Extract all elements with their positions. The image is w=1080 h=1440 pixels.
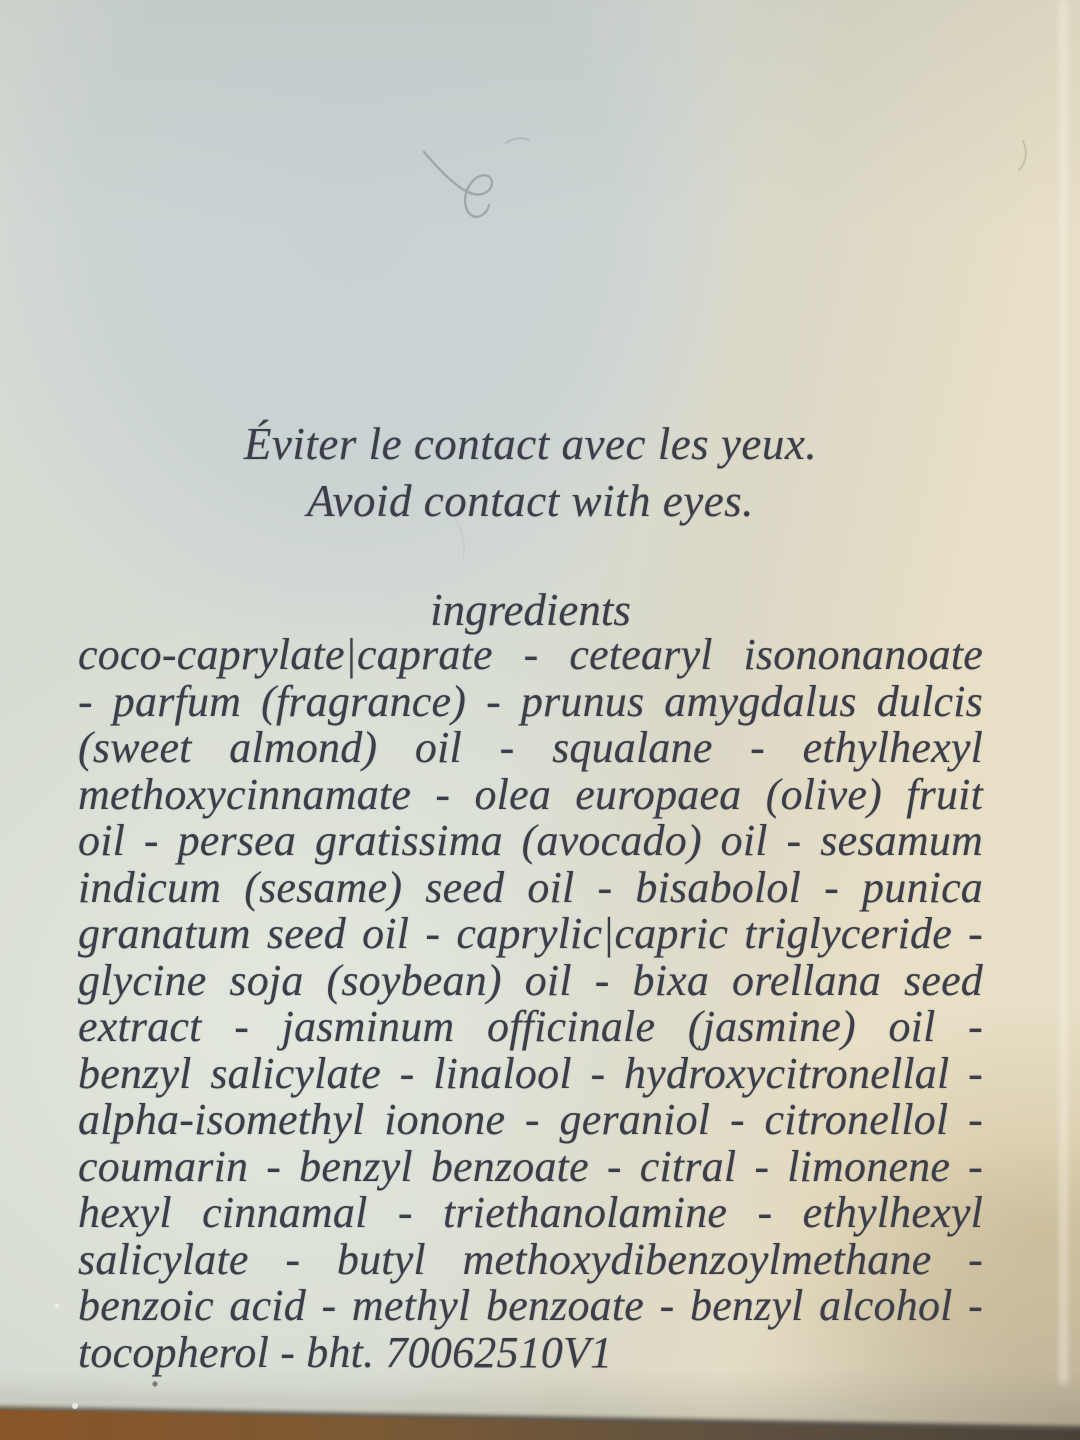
warning-text-fr: Éviter le contact avec les yeux. [243, 419, 818, 469]
ingredient-line: oil - persea gratissima (avocado) oil - sesamum [78, 816, 983, 865]
ingredients-paragraph [78, 632, 983, 1376]
warning-block [78, 416, 983, 530]
ingredient-line: benzoic acid - methyl benzoate - benzyl alcohol - [78, 1281, 983, 1330]
ingredients-title: ingredients [430, 585, 631, 635]
ingredient-line: - parfum (fragrance) - prunus amygdalus dulcis [78, 676, 983, 726]
ingredient-line: indicum (sesame) seed oil - bisabolol - punica [78, 862, 983, 912]
ingredient-line: coumarin - benzyl benzoate - citral - limonene - [78, 1141, 983, 1191]
ingredient-line: alpha-isomethyl ionone - geraniol - citronellol - [78, 1095, 983, 1144]
ingredient-line: hexyl cinnamal - triethanolamine - ethylhexyl [78, 1188, 983, 1237]
ingredient-line: granatum seed oil - caprylic|capric triglyceride - [78, 909, 983, 958]
ingredient-line: (sweet almond) oil - squalane - ethylhexyl [78, 723, 983, 772]
ingredient-line: salicylate - butyl methoxydibenzoylmethane - [78, 1234, 983, 1284]
warning-text-en: Avoid contact with eyes. [307, 476, 754, 526]
ingredient-line: glycine soja (soybean) oil - bixa orellana seed [78, 955, 983, 1005]
ingredient-line: tocopherol - bht. 70062510V1 [78, 1327, 613, 1377]
ingredient-line: extract - jasminum officinale (jasmine) oil - [78, 1002, 983, 1051]
ingredient-line: coco-caprylate|caprate - cetearyl isononanoate [78, 630, 983, 679]
ingredient-line: benzyl salicylate - linalool - hydroxycitronellal - [78, 1048, 983, 1098]
ingredient-line: methoxycinnamate - olea europaea (olive) fruit [78, 769, 983, 819]
